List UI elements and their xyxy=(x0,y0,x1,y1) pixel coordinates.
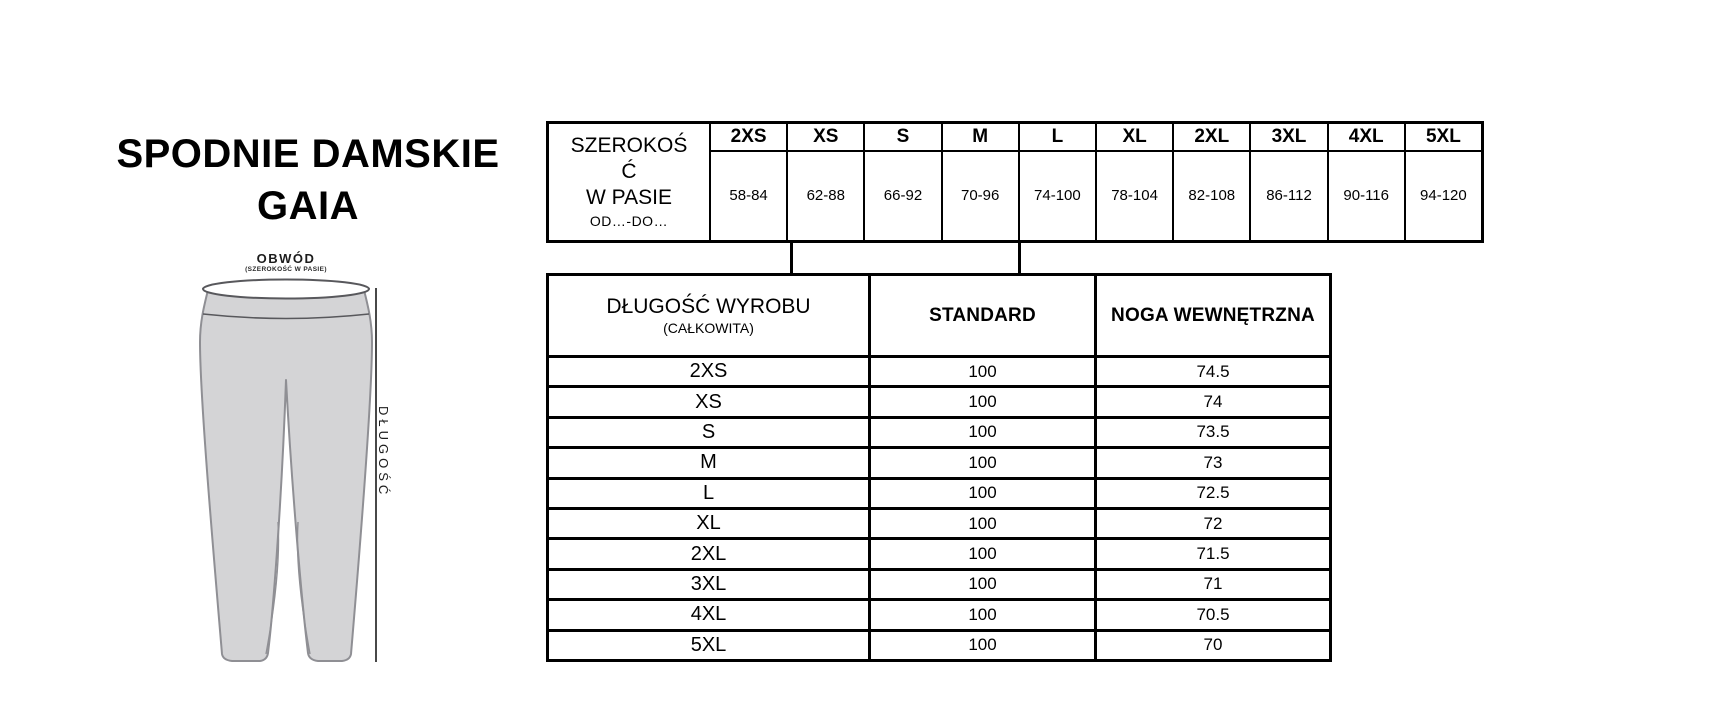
length-table-col1-subtitle: (CAŁKOWITA) xyxy=(663,319,754,336)
width-table-header-line: SZEROKOŚ xyxy=(570,134,688,157)
width-table-range-cell: 62-88 xyxy=(806,187,845,205)
width-table-range-cell: 94-120 xyxy=(1420,187,1467,205)
length-table-standard-cell: 100 xyxy=(868,540,1094,567)
width-table-size-cell: 2XL xyxy=(1174,124,1249,152)
pants-diagram xyxy=(178,274,394,666)
width-table-size-cell: XS xyxy=(788,124,863,152)
length-table-size-cell: XL xyxy=(696,512,721,535)
width-table-header xyxy=(549,124,709,240)
length-table-inner-leg-cell: 72 xyxy=(1094,510,1329,537)
length-table-inner-leg-cell: 71 xyxy=(1094,571,1329,598)
length-table-size-cell: S xyxy=(701,420,716,443)
length-table xyxy=(546,273,1332,662)
length-table-standard-cell: 100 xyxy=(868,449,1094,476)
width-table-column xyxy=(941,124,1018,240)
width-table-column xyxy=(1404,124,1481,240)
width-table-range-cell: 74-100 xyxy=(1034,187,1081,205)
width-table-column xyxy=(1018,124,1095,240)
length-table-row xyxy=(549,568,1329,598)
length-label: DŁUGOŚĆ xyxy=(376,406,391,499)
length-table-inner-leg-cell: 70 xyxy=(1094,632,1329,659)
width-table xyxy=(546,121,1484,243)
length-table-inner-leg-cell: 74 xyxy=(1094,388,1329,415)
width-table-range-cell: 90-116 xyxy=(1343,187,1389,205)
width-table-range-cell: 82-108 xyxy=(1188,187,1236,205)
length-table-row xyxy=(549,507,1329,537)
length-table-row xyxy=(549,446,1329,476)
width-table-size-cell: 2XS xyxy=(711,124,786,152)
page-title xyxy=(93,128,523,232)
length-table-row xyxy=(549,598,1329,628)
width-table-column xyxy=(863,124,940,240)
width-table-column xyxy=(709,124,786,240)
page-title-line2: GAIA xyxy=(257,184,359,228)
table-connector-right xyxy=(1018,243,1021,274)
length-table-header xyxy=(549,276,1329,355)
length-table-standard-cell: 100 xyxy=(868,358,1094,385)
width-table-header-line: Ć xyxy=(621,160,637,183)
length-table-col2-header: STANDARD xyxy=(868,276,1094,355)
length-table-row xyxy=(549,537,1329,567)
length-table-size-cell: 4XL xyxy=(690,603,727,626)
width-table-columns xyxy=(709,124,1481,240)
width-table-column xyxy=(1095,124,1172,240)
page-title-line1: SPODNIE DAMSKIE xyxy=(116,132,500,176)
length-table-row xyxy=(549,477,1329,507)
width-table-column xyxy=(1249,124,1326,240)
length-table-row xyxy=(549,355,1329,385)
length-table-size-cell: 5XL xyxy=(690,633,727,656)
length-table-size-cell: M xyxy=(700,451,717,474)
width-table-range-cell: 86-112 xyxy=(1266,187,1312,205)
length-table-size-cell: 2XS xyxy=(689,360,728,383)
length-table-body xyxy=(549,355,1329,659)
width-table-header-line: W PASIE xyxy=(586,186,672,209)
length-table-inner-leg-cell: 74.5 xyxy=(1094,358,1329,385)
length-table-standard-cell: 100 xyxy=(868,571,1094,598)
length-table-row xyxy=(549,629,1329,659)
width-table-header-range-hint: OD…-DO… xyxy=(589,213,669,229)
length-table-inner-leg-cell: 73 xyxy=(1094,449,1329,476)
width-table-column xyxy=(786,124,863,240)
pants-silhouette xyxy=(200,290,372,661)
length-table-size-cell: 3XL xyxy=(690,572,727,595)
width-table-range-cell: 70-96 xyxy=(961,187,1000,205)
width-table-size-cell: S xyxy=(865,124,940,152)
length-table-col1-header xyxy=(549,276,868,355)
width-table-column xyxy=(1327,124,1404,240)
width-table-size-cell: 5XL xyxy=(1406,124,1481,152)
length-table-inner-leg-cell: 73.5 xyxy=(1094,419,1329,446)
width-table-size-cell: 3XL xyxy=(1251,124,1326,152)
width-table-column xyxy=(1172,124,1249,240)
length-table-inner-leg-cell: 72.5 xyxy=(1094,480,1329,507)
length-table-standard-cell: 100 xyxy=(868,510,1094,537)
waist-circumference-sublabel: (SZEROKOŚĆ W PASIE) xyxy=(245,266,327,273)
width-table-size-cell: XL xyxy=(1097,124,1172,152)
width-table-range-cell: 58-84 xyxy=(729,187,768,205)
length-table-row xyxy=(549,416,1329,446)
length-table-size-cell: 2XL xyxy=(690,542,727,565)
length-table-size-cell: L xyxy=(702,481,715,504)
length-table-size-cell: XS xyxy=(695,390,722,413)
table-connector-left xyxy=(790,243,793,274)
length-table-standard-cell: 100 xyxy=(868,480,1094,507)
length-table-inner-leg-cell: 71.5 xyxy=(1094,540,1329,567)
waist-circumference-label: OBWÓD xyxy=(256,251,316,266)
length-table-standard-cell: 100 xyxy=(868,388,1094,415)
length-table-standard-cell: 100 xyxy=(868,419,1094,446)
length-table-standard-cell: 100 xyxy=(868,632,1094,659)
waist-ellipse xyxy=(203,280,369,299)
width-table-size-cell: 4XL xyxy=(1329,124,1404,152)
length-table-col3-header: NOGA WEWNĘTRZNA xyxy=(1094,276,1329,355)
length-table-col1-title: DŁUGOŚĆ WYROBU xyxy=(606,294,811,318)
length-table-inner-leg-cell: 70.5 xyxy=(1094,601,1329,628)
length-table-standard-cell: 100 xyxy=(868,601,1094,628)
width-table-size-cell: M xyxy=(943,124,1018,152)
width-table-size-cell: L xyxy=(1020,124,1095,152)
width-table-range-cell: 66-92 xyxy=(883,187,923,205)
length-table-row xyxy=(549,385,1329,415)
width-table-range-cell: 78-104 xyxy=(1111,187,1158,205)
